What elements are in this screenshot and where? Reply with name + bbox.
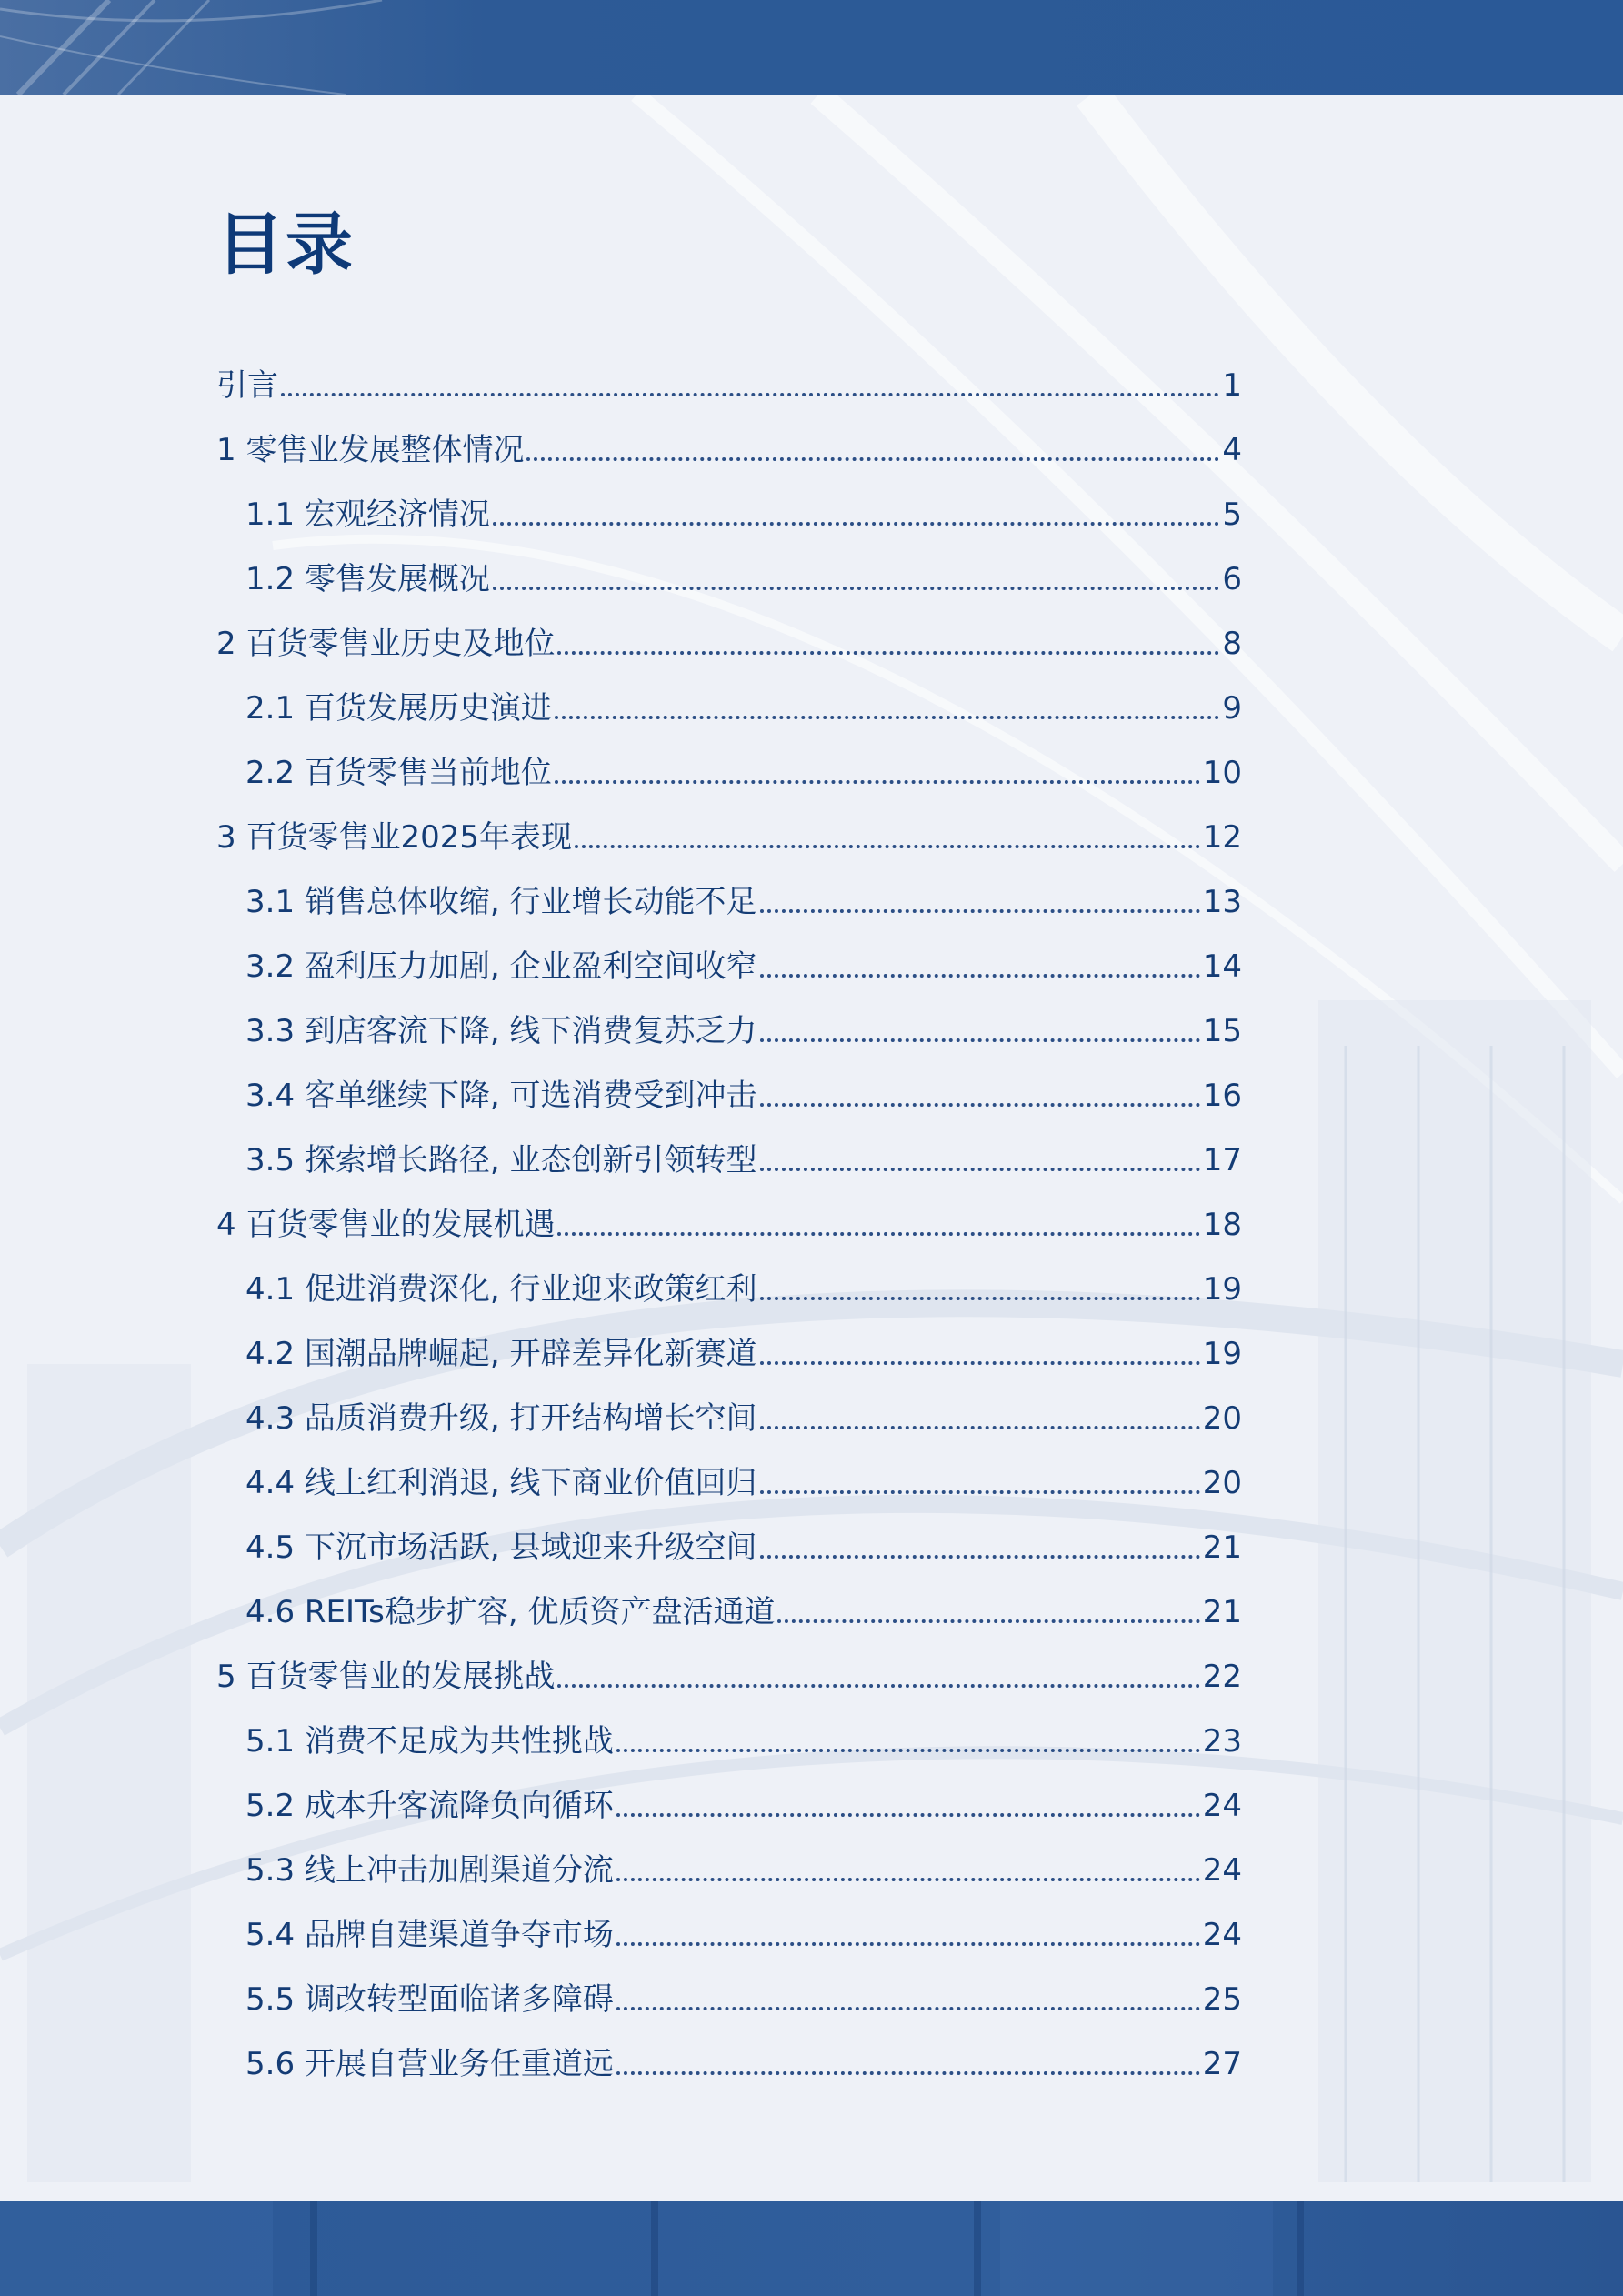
toc-entry-page-number: 17 xyxy=(1202,1141,1242,1178)
toc-entry[interactable] xyxy=(245,1257,1242,1308)
header-band xyxy=(0,0,1623,95)
toc-entry[interactable] xyxy=(216,1644,1242,1695)
toc-dot-leader xyxy=(760,1038,1200,1042)
toc-dot-leader xyxy=(616,2071,1200,2075)
toc-entry-label: 4.4 线上红利消退, 线下商业价值回归 xyxy=(245,1464,757,1501)
toc-entry-page-number: 18 xyxy=(1202,1206,1242,1243)
toc-entry-label: 1.1 宏观经济情况 xyxy=(245,496,490,533)
toc-entry[interactable] xyxy=(245,1450,1242,1501)
toc-dot-leader xyxy=(760,1297,1200,1300)
toc-entry-label: 5.5 调改转型面临诸多障碍 xyxy=(245,1980,614,2018)
toc-dot-leader xyxy=(575,845,1200,848)
toc-entry-label: 4.6 REITs稳步扩容, 优质资产盘活通道 xyxy=(245,1593,776,1630)
toc-dot-leader xyxy=(557,1232,1199,1236)
toc-dot-leader xyxy=(760,1555,1200,1559)
toc-entry-label: 3.2 盈利压力加剧, 企业盈利空间收窄 xyxy=(245,947,757,985)
toc-dot-leader xyxy=(493,587,1219,590)
toc-dot-leader xyxy=(760,974,1200,978)
toc-entry-label: 引言 xyxy=(216,366,278,404)
toc-entry-label: 4.5 下沉市场活跃, 县域迎来升级空间 xyxy=(245,1529,757,1566)
toc-entry-label: 2 百货零售业历史及地位 xyxy=(216,625,556,662)
toc-entry-page-number: 10 xyxy=(1202,754,1242,791)
toc-dot-leader xyxy=(760,1361,1200,1365)
toc-entry[interactable] xyxy=(245,1902,1242,1953)
toc-entry[interactable] xyxy=(245,934,1242,985)
toc-entry-page-number: 24 xyxy=(1202,1787,1242,1824)
toc-entry-page-number: 4 xyxy=(1222,431,1242,468)
toc-entry[interactable] xyxy=(245,1063,1242,1114)
toc-entry-label: 4.3 品质消费升级, 打开结构增长空间 xyxy=(245,1399,757,1437)
toc-entry-label: 3.1 销售总体收缩, 行业增长动能不足 xyxy=(245,883,757,920)
toc-entry[interactable] xyxy=(245,1128,1242,1178)
toc-entry-page-number: 24 xyxy=(1202,1851,1242,1889)
toc-entry-page-number: 14 xyxy=(1202,947,1242,985)
toc-dot-leader xyxy=(760,1168,1200,1171)
toc-entry-page-number: 20 xyxy=(1202,1464,1242,1501)
toc-entry[interactable] xyxy=(245,1321,1242,1372)
toc-entry[interactable] xyxy=(216,417,1242,468)
toc-entry[interactable] xyxy=(245,998,1242,1049)
toc-entry-page-number: 21 xyxy=(1202,1593,1242,1630)
toc-entry[interactable] xyxy=(245,740,1242,791)
toc-dot-leader xyxy=(760,1426,1200,1429)
toc-dot-leader xyxy=(555,780,1200,784)
toc-entry[interactable] xyxy=(245,1386,1242,1437)
toc-dot-leader xyxy=(777,1619,1199,1623)
toc-dot-leader xyxy=(760,909,1200,913)
toc-entry-page-number: 9 xyxy=(1222,689,1242,727)
toc-entry[interactable] xyxy=(245,1515,1242,1566)
toc-entry-label: 2.2 百货零售当前地位 xyxy=(245,754,552,791)
toc-entry-label: 5.2 成本升客流降负向循环 xyxy=(245,1787,614,1824)
toc-entry-page-number: 25 xyxy=(1202,1980,1242,2018)
toc-entry-label: 5 百货零售业的发展挑战 xyxy=(216,1658,556,1695)
toc-entry-page-number: 19 xyxy=(1202,1270,1242,1308)
header-band-art xyxy=(0,0,1623,95)
toc-entry-label: 5.1 消费不足成为共性挑战 xyxy=(245,1722,614,1760)
toc-entry-label: 4 百货零售业的发展机遇 xyxy=(216,1206,556,1243)
toc-entry-page-number: 5 xyxy=(1222,496,1242,533)
toc-entry-label: 3.5 探索增长路径, 业态创新引领转型 xyxy=(245,1141,757,1178)
toc-entry-label: 5.6 开展自营业务任重道远 xyxy=(245,2045,614,2082)
toc-dot-leader xyxy=(555,716,1219,719)
toc-entry-page-number: 13 xyxy=(1202,883,1242,920)
toc-entry[interactable] xyxy=(245,1773,1242,1824)
toc-entry-page-number: 8 xyxy=(1222,625,1242,662)
toc-dot-leader xyxy=(760,1490,1200,1494)
toc-entry-page-number: 24 xyxy=(1202,1916,1242,1953)
toc-entry-page-number: 1 xyxy=(1222,366,1242,404)
toc-dot-leader xyxy=(760,1103,1200,1107)
toc-entry-page-number: 21 xyxy=(1202,1529,1242,1566)
toc-entry[interactable] xyxy=(245,1709,1242,1760)
toc-entry-page-number: 23 xyxy=(1202,1722,1242,1760)
toc-entry-page-number: 6 xyxy=(1222,560,1242,597)
toc-dot-leader xyxy=(616,2007,1200,2010)
toc-entry-page-number: 22 xyxy=(1202,1658,1242,1695)
toc-entry[interactable] xyxy=(245,2031,1242,2082)
toc-entry-label: 3.4 客单继续下降, 可选消费受到冲击 xyxy=(245,1077,757,1114)
toc-entry-page-number: 20 xyxy=(1202,1399,1242,1437)
toc-dot-leader xyxy=(616,1878,1200,1881)
toc-dot-leader xyxy=(493,522,1219,526)
toc-entry-label: 3 百货零售业2025年表现 xyxy=(216,818,572,856)
toc-entry-label: 4.1 促进消费深化, 行业迎来政策红利 xyxy=(245,1270,757,1308)
toc-entry-label: 4.2 国潮品牌崛起, 开辟差异化新赛道 xyxy=(245,1335,757,1372)
toc-entry[interactable] xyxy=(245,1838,1242,1889)
footer-band xyxy=(0,2201,1623,2296)
toc-entry-label: 2.1 百货发展历史演进 xyxy=(245,689,552,727)
page-title: 目录 xyxy=(216,206,355,284)
toc-dot-leader xyxy=(557,1684,1199,1688)
toc-entry[interactable] xyxy=(245,869,1242,920)
toc-dot-leader xyxy=(281,393,1219,396)
toc-entry-label: 5.4 品牌自建渠道争夺市场 xyxy=(245,1916,614,1953)
toc-entry-label: 1.2 零售发展概况 xyxy=(245,560,490,597)
toc-entry[interactable] xyxy=(245,546,1242,597)
toc-entry-page-number: 16 xyxy=(1202,1077,1242,1114)
toc-entry-label: 3.3 到店客流下降, 线下消费复苏乏力 xyxy=(245,1012,757,1049)
toc-dot-leader xyxy=(526,457,1219,461)
toc-entry[interactable] xyxy=(216,1192,1242,1243)
footer-band-art xyxy=(0,2201,1623,2296)
toc-entry[interactable] xyxy=(216,805,1242,856)
toc-dot-leader xyxy=(616,1942,1200,1946)
toc-entry[interactable] xyxy=(216,353,1242,404)
toc-entry-label: 5.3 线上冲击加剧渠道分流 xyxy=(245,1851,614,1889)
toc-dot-leader xyxy=(616,1813,1200,1817)
toc-entry[interactable] xyxy=(216,611,1242,662)
toc-entry-page-number: 15 xyxy=(1202,1012,1242,1049)
toc-entry[interactable] xyxy=(245,676,1242,727)
toc-entry-page-number: 12 xyxy=(1202,818,1242,856)
toc-dot-leader xyxy=(557,651,1219,655)
toc-entry[interactable] xyxy=(245,1579,1242,1630)
toc-dot-leader xyxy=(616,1749,1200,1752)
toc-entry[interactable] xyxy=(245,482,1242,533)
toc-entry[interactable] xyxy=(245,1967,1242,2018)
toc-entry-page-number: 19 xyxy=(1202,1335,1242,1372)
toc-entry-page-number: 27 xyxy=(1202,2045,1242,2082)
toc-entry-label: 1 零售业发展整体情况 xyxy=(216,431,525,468)
